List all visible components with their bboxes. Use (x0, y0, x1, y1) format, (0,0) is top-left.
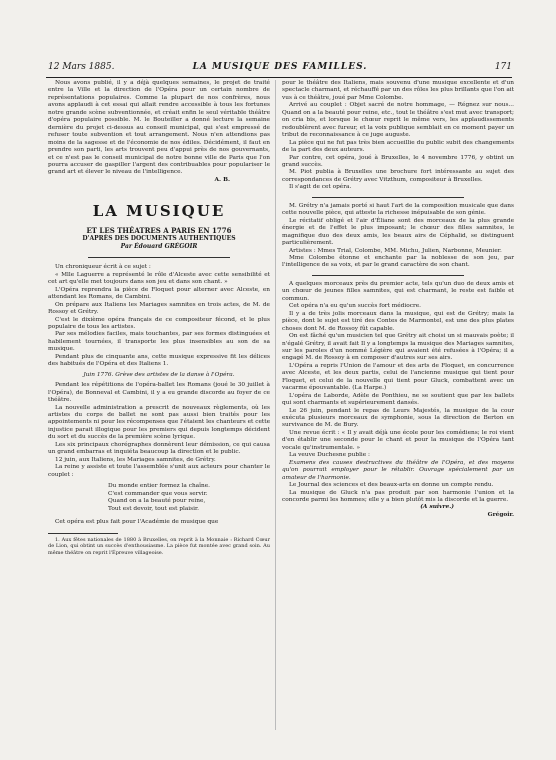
paragraph: La pièce qui ne fut pas très bien accueillie du public subit des changements de la part des deux auteurs. (282, 139, 514, 154)
paragraph: Il y a de très jolis morceaux dans la musique, qui est de Grétry; mais la pièce, dont le sujet est tiré des Contes de Marmontel, est une des plus plates choses dont M. de Rossoy fût capable. (282, 310, 514, 332)
paragraph: M. Piot publia à Bruxelles une brochure fort intéressante au sujet des correspondances de Grétry avec Vitzthum, compositeur à Bruxelles. (282, 169, 514, 183)
paragraph: Arrivé au couplet : Objet sacré de notre hommage, — Régnez sur nous... Quand on a la beauté pour reine, etc., tout le théâtre s'est mut avec transport; on cria bis, et lorsque le chœur reprit le même vers, les applaudissements redoublèrent avec fureur, et la voix publique semblait en ce moment payer un tribut de reconnaissance à ce juge auguste. (282, 102, 514, 139)
author-signature: Grégoir. (487, 511, 514, 518)
paragraph: A quelques morceaux près du premier acte, tels qu'un duo de deux amis et un chœur de jeunes filles samnites, qui est charmant, le reste est faible et commun. (282, 280, 514, 302)
issue-date: 12 Mars 1885. (48, 62, 115, 72)
paragraph: M. Grétry n'a jamais porté si haut l'art de la composition musicale que dans cette nouvelle pièce, qui atteste la richesse inépuisable de son génie. (282, 202, 514, 217)
paragraph: L'opéra de Laborde, Adèle de Ponthieu, ne se soutient que par les ballets qui sont charmants et supérieurement dansés. (282, 392, 514, 407)
paragraph: On prépare aux Italiens les Mariages samnites en trois actes, de M. de Rossoy et Grétry. (48, 301, 270, 316)
footnote-rule (48, 533, 118, 534)
paragraph: L'Opéra reprendra la pièce de Floquet pour alterner avec Alceste, en attendant les Romans, de Cambini. (48, 286, 270, 301)
paragraph: Une revue écrit : « Il y avait déjà une école pour les comédiens; le roi vient d'en établir une seconde pour le chant et pour la musique de l'Opéra tant vocale qu'instrumentale. » (282, 429, 514, 451)
paragraph: Le Journal des sciences et des beaux-arts en donne un compte rendu. (289, 482, 494, 489)
footnote-text: 1. Aux fêtes nationales de 1880 à Bruxelles, on reprit à la Monnaie : Richard Cœur de Lion, qui obtint un succès d'enthousiasme. La pièce fut montée avec grand soin. Au même théâtre on reprit l'Épreuve villageoise. (48, 536, 270, 556)
paragraph: « Mlle Laguerre a représenté le rôle d'Alceste avec cette sensibilité et cet art qu'elle met toujours dans son jeu et dans son chant. » (48, 271, 270, 286)
paragraph: La veuve Duchesne publie : (289, 452, 370, 459)
paragraph: pour le théâtre des Italiens, mais souvenu d'une musique excellente et d'un spectacle charmant, et réchauffé par un des rôles les plus brillants que l'on ait vus à ce théâtre, joué par Mme Colombe. (282, 80, 514, 101)
paragraph: La reine y assiste et toute l'assemblée s'unit aux acteurs pour chanter le couplet : (48, 464, 270, 478)
paragraph: C'est le dixième opéra français de ce compositeur fécond, et le plus populaire de tous les artistes. (48, 316, 270, 330)
paragraph: Il s'agit de cet opéra. (289, 184, 352, 191)
verse-line: C'est commander que vous servir. (108, 490, 208, 497)
paragraph: 12 juin, aux Italiens, les Mariages samnites, de Grétry. (55, 456, 216, 463)
paragraph: Le 26 juin, pendant le repas de Leurs Majestés, la musique de la cour exécuta plusieurs morceaux de symphonie, sous la direction de Berton en survivance de M. de Bury. (282, 407, 514, 429)
verse-line: Tout est devoir, tout est plaisir. (108, 505, 199, 512)
paragraph: Le récitatif obligé et l'air d'Éliane sont des morceaux de la plus grande énergie et de l'effet le plus imposant; le chœur des filles samnites, le magnifique duo des deux amis, les beaux airs de Céphalid, se distinguent particulièrement. (282, 217, 514, 247)
paragraph: On est fâché qu'un musicien tel que Grétry ait choisi un si mauvais poète; il n'égalé Grétry, il avait fait Il y a longtemps la musique des Mariages samnites, sur les paroles d'un nommé Légière qui avaient été refusées à l'Opéra; il a engagé M. de Rossoy à en composer d'autres sur ses airs. (282, 333, 514, 362)
footnote (48, 537, 270, 556)
page-number: 171 (494, 62, 512, 72)
right-column (282, 80, 514, 519)
header-rule (46, 77, 512, 78)
article-title: LA MUSIQUE (92, 202, 226, 221)
paragraph: Artistes : Mmes Trial, Colombe, MM. Michu, Julien, Narbonne, Meunier. (289, 247, 502, 254)
song-couplet (108, 483, 270, 513)
paragraph: Les six principaux chorégraphes donnèrent leur démission, ce qui causa un grand embarras et inquiéta beaucoup la direction et le public. (48, 441, 270, 456)
article-author: Par Édouard GRÉGOIR (120, 243, 198, 251)
journal-title: LA MUSIQUE DES FAMILLES. (192, 62, 368, 72)
verse-line: Du monde entier formez la chaîne. (108, 483, 211, 490)
paragraph: Cet opéra est plus fait pour l'Académie de musique que (55, 519, 219, 526)
paragraph: La musique de Gluck n'a pas produit par son harmonie l'union et la concorde parmi les hommes; elle y a bien plutôt mis la discorde et la guerre. (282, 489, 514, 504)
article-subtitle-sources: D'APRÈS DES DOCUMENTS AUTHENTIQUES (82, 235, 236, 243)
title-divider (88, 257, 230, 258)
paragraph: Un chroniqueur écrit à ce sujet : (55, 264, 151, 271)
paragraph: Mme Colombe étonne et enchante par la noblesse de son jeu, par l'intelligence de sa voix, et par le grand caractère de son chant. (282, 254, 514, 269)
paragraph: Examens des causes destructives du théâtre de l'Opéra, et des moyens qu'on pourrait employer pour le rétablir. Ouvrage spécialement par un amateur de l'harmonie. (282, 459, 514, 481)
paragraph: Cet opéra n'a eu qu'un succès fort médiocre. (289, 303, 422, 310)
to-be-continued: (A suivre.) (420, 504, 454, 511)
left-column (48, 80, 270, 556)
column-separator (275, 80, 276, 730)
paragraph: Par ses mélodies faciles, mais touchantes, par ses formes distinguées et habilement tournées, il transporte les plus insensibles au son de sa musique. (48, 331, 270, 353)
paragraph: Pendant plus de cinquante ans, cette musique expressive fit les délices des habitués de l'Opéra et des Italiens 1. (48, 353, 270, 368)
page-header (48, 62, 512, 76)
section-divider (312, 275, 464, 276)
intro-signature: A. B. (214, 176, 230, 183)
paragraph: L'Opéra a repris l'Union de l'amour et des arts de Floquet, en concurrence avec Alceste, et les deux partis, celui de l'ancienne musique qui tient pour Floquet, et celui de la nouvelle qui tient pour Gluck, combattent avec un vacarme épouvantable. (La Harpe.) (282, 362, 514, 392)
paragraph: Pendant les répétitions de l'opéra-ballet les Romans (joué le 30 juillet à l'Opéra), de Bonneval et Cambini, il y a eu grande discorde au foyer de ce théâtre. (48, 382, 270, 404)
paragraph: Par contre, cet opéra, joué à Bruxelles, le 4 novembre 1776, y obtint un grand succès. (282, 154, 514, 168)
article-subtitle: ET LES THÉATRES A PARIS EN 1776 (86, 226, 232, 236)
paragraph: La nouvelle administration a prescrit de nouveaux règlements, où les artistes du corps de ballet ne sont pas aussi bien traités pour les appointements ni pour les récompenses que l'étaient les chanteurs et cette injustice parait illogique pour les premiers qui depuis longtemps décident du sort et du succès de la première scène lyrique. (48, 404, 270, 441)
section-divider (312, 197, 464, 198)
section-heading: Juin 1776. Grève des artistes de la danse à l'Opéra. (83, 371, 235, 378)
intro-paragraph: Nous avons publié, il y a déjà quelques semaines, le projet de traité entre la Ville et la direction de l'Opéra pour un certain nombre de représentations populaires. Comme la plupart de nos confrères, nous avons applaudi à cet essai qui allait rendre accessible à tous les fortunes notre grande scène subventionnée, et créait enfin le seul véritable théâtre d'opéra populaire possible. M. le Bouteiller a donné lecture la semaine dernière du projet ci-dessus au conseil municipal, qui s'est empressé de refuser toute subvention et tout arrangement. Nous n'en attendions pas moins de la sagesse et de l'économie de nos édiles. Décidément, il faut en prendre son parti, les arts trouvent peu d'appui près de nos gouvernants, et ce n'est pas le conseil municipal de notre bonne ville de Paris que l'on pourra accuser de gaspiller l'argent des contribuables pour populariser le grand art et élever le niveau de l'intelligence. (48, 80, 270, 176)
verse-line: Quand on a la beauté pour reine, (108, 498, 206, 505)
